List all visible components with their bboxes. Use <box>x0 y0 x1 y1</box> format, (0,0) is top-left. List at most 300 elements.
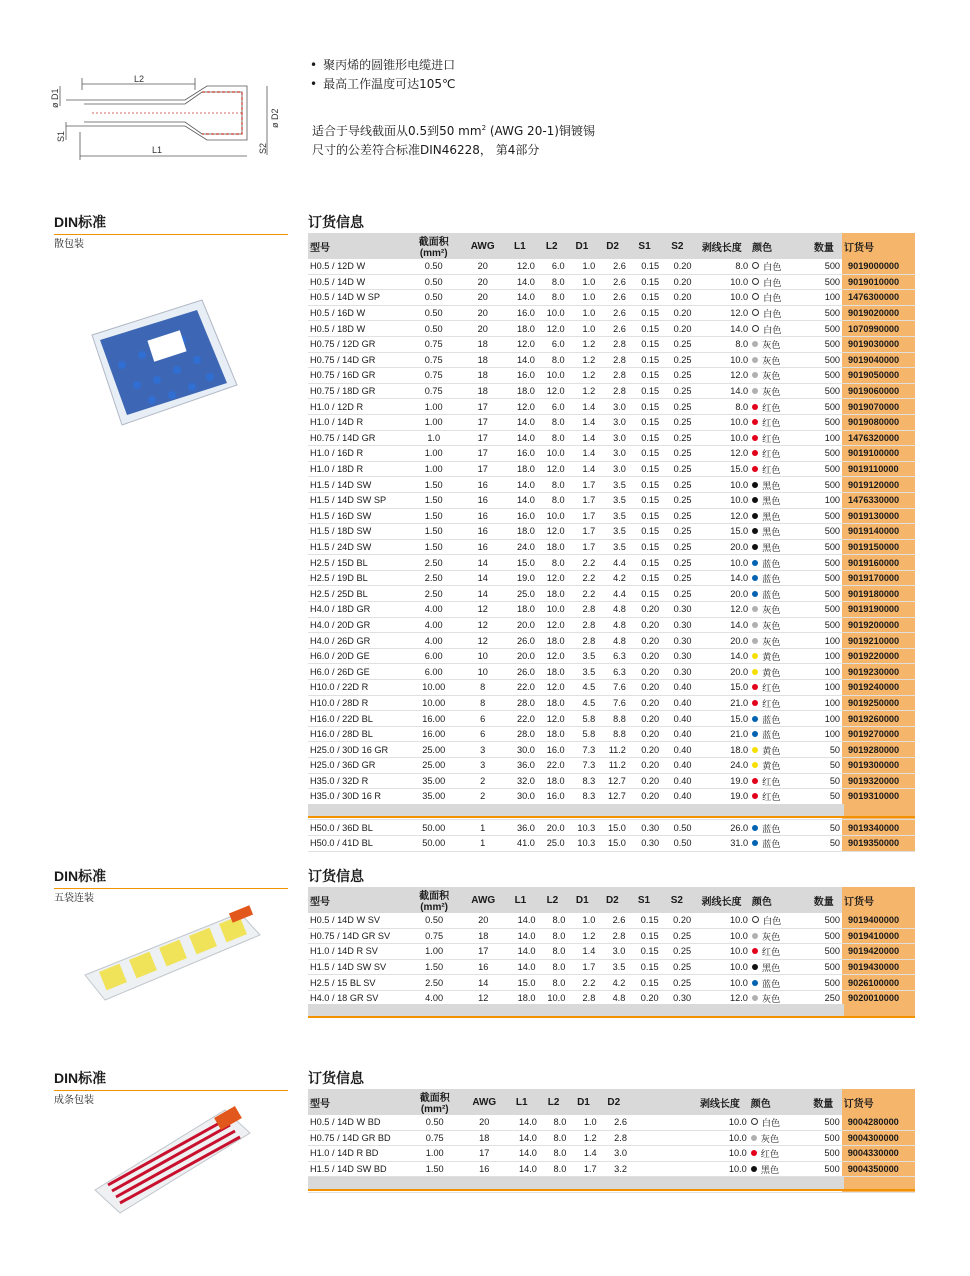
column-header: AWG <box>464 1089 504 1115</box>
order-number: 9019210000 <box>842 633 915 649</box>
cell: 19.0 <box>503 570 537 586</box>
cell: 2.2 <box>567 975 597 991</box>
cell: 1 <box>463 820 503 836</box>
model-name: H10.0 / 22D R <box>308 680 405 696</box>
cell: 0.15 <box>628 492 661 508</box>
cell: 6 <box>463 726 503 742</box>
order-number: 9019190000 <box>842 602 915 618</box>
cell: 50 <box>806 758 842 774</box>
cell: 0.15 <box>628 414 661 430</box>
cell: 20 <box>464 1115 504 1130</box>
column-header: 型号 <box>308 1089 405 1115</box>
cell <box>629 1115 661 1130</box>
cell: 18.0 <box>503 321 537 337</box>
cell: 3.0 <box>597 430 628 446</box>
cell: 12.7 <box>597 773 628 789</box>
table-row <box>308 789 915 805</box>
column-header: S1 <box>628 233 661 259</box>
cell: 22.0 <box>503 711 537 727</box>
order-table-bulk <box>308 233 915 852</box>
cell: 0.15 <box>628 399 661 415</box>
table-row <box>308 695 915 711</box>
cell: 31.0 <box>694 835 751 851</box>
cell: 4.5 <box>567 680 598 696</box>
cell: 12.0 <box>503 399 537 415</box>
cell: 10.0 <box>693 913 750 928</box>
order-number: 9019110000 <box>842 461 915 477</box>
cell: 25.0 <box>537 835 567 851</box>
color-label: 灰色 <box>762 605 781 616</box>
cell: 8.0 <box>537 555 567 571</box>
table-row <box>308 742 915 758</box>
color-cell <box>750 414 806 430</box>
cell: 0.15 <box>628 430 661 446</box>
cell: 6.0 <box>537 259 567 274</box>
model-name: H4.0 / 26D GR <box>308 633 405 649</box>
cell: 12.0 <box>694 446 751 462</box>
cell: 1.00 <box>405 414 463 430</box>
cell: 500 <box>806 586 842 602</box>
grey-color-dot-icon <box>752 933 758 939</box>
cell: 0.30 <box>628 835 661 851</box>
cell: 7.6 <box>597 695 628 711</box>
white-color-dot-icon <box>752 325 759 332</box>
red-color-dot-icon <box>752 948 758 954</box>
cell: 500 <box>806 368 842 384</box>
order-number: 9004330000 <box>842 1146 915 1162</box>
cell: 10.00 <box>405 680 463 696</box>
grey-color-dot-icon <box>752 357 758 363</box>
cell: 1.00 <box>405 461 463 477</box>
order-number: 9019400000 <box>842 913 915 928</box>
cell: 0.20 <box>627 990 660 1006</box>
cell: 0.25 <box>661 524 693 540</box>
cell: 0.20 <box>628 758 661 774</box>
red-color-dot-icon <box>752 404 758 410</box>
cell: 0.50 <box>405 259 463 274</box>
cell: 1.50 <box>405 1161 464 1177</box>
cell: 15.0 <box>694 711 751 727</box>
model-name: H0.5 / 14D W SP <box>308 290 405 306</box>
cell: 2.8 <box>597 928 627 944</box>
color-cell <box>750 383 806 399</box>
cell: 8.3 <box>567 773 598 789</box>
model-name: H1.5 / 18D SW <box>308 524 405 540</box>
model-name: H1.5 / 14D SW SP <box>308 492 405 508</box>
cell: 0.30 <box>661 617 693 633</box>
cell: 1.7 <box>567 492 598 508</box>
cell: 18.0 <box>537 664 567 680</box>
cell: 0.30 <box>661 990 693 1006</box>
cell: 14 <box>463 555 503 571</box>
cell: 12 <box>463 617 503 633</box>
cell: 20.0 <box>694 586 751 602</box>
cell: 1.4 <box>567 414 598 430</box>
cell: 500 <box>806 555 842 571</box>
cell: 2.6 <box>597 274 628 290</box>
model-name: H1.5 / 16D SW <box>308 508 405 524</box>
blue-color-dot-icon <box>752 560 758 566</box>
cell: 1.2 <box>567 336 598 352</box>
cell: 8.0 <box>539 1115 568 1130</box>
cell: 0.20 <box>628 602 661 618</box>
cell: 0.40 <box>661 695 693 711</box>
column-header: 数量 <box>805 1089 842 1115</box>
cell: 8.0 <box>539 1130 568 1146</box>
red-color-dot-icon <box>752 466 758 472</box>
model-name: H50.0 / 41D BL <box>308 835 405 851</box>
column-header: S2 <box>661 233 693 259</box>
color-label: 灰色 <box>762 636 781 647</box>
cell: 100 <box>806 695 842 711</box>
cell: 18 <box>463 383 503 399</box>
model-name: H2.5 / 15D BL <box>308 555 405 571</box>
white-color-dot-icon <box>752 262 759 269</box>
model-name: H1.0 / 14D R SV <box>308 944 405 960</box>
cell: 10.0 <box>694 477 751 493</box>
color-cell <box>750 446 806 462</box>
cell: 1.7 <box>568 1161 598 1177</box>
cell: 100 <box>806 633 842 649</box>
cell: 20 <box>463 913 503 928</box>
order-number: 9019060000 <box>842 383 915 399</box>
cell: 32.0 <box>503 773 537 789</box>
cell: 24.0 <box>503 539 537 555</box>
color-label: 灰色 <box>762 387 781 398</box>
cell: 10.0 <box>694 290 751 306</box>
cell: 10.0 <box>537 305 567 321</box>
cell: 4.00 <box>405 990 463 1006</box>
color-cell <box>750 492 806 508</box>
cell: 500 <box>806 414 842 430</box>
color-cell <box>750 368 806 384</box>
cell: 10.0 <box>691 1115 749 1130</box>
cell: 1.2 <box>567 368 598 384</box>
cell: 8.0 <box>538 959 568 975</box>
label-l1: L1 <box>152 145 163 155</box>
model-name: H1.0 / 12D R <box>308 399 405 415</box>
cell: 8.0 <box>537 492 567 508</box>
color-label: 红色 <box>762 698 781 709</box>
cell: 14.0 <box>503 928 537 944</box>
cell: 8.0 <box>539 1161 568 1177</box>
cell: 3.0 <box>597 414 628 430</box>
order-number: 9019100000 <box>842 446 915 462</box>
order-number: 9019010000 <box>842 274 915 290</box>
cell: 0.15 <box>627 975 660 991</box>
cell: 0.20 <box>628 664 661 680</box>
column-header: 剥线长度 <box>693 887 750 913</box>
model-name: H4.0 / 20D GR <box>308 617 405 633</box>
color-cell <box>750 711 806 727</box>
cell: 3.5 <box>597 539 628 555</box>
table-row <box>308 383 915 399</box>
color-label: 红色 <box>762 683 781 694</box>
cell: 1.50 <box>405 959 463 975</box>
cell: 0.20 <box>628 680 661 696</box>
cell: 0.15 <box>628 461 661 477</box>
color-label: 黑色 <box>762 480 781 491</box>
spec-line-1-a: 适合于导线截面从0.5到50 mm <box>312 124 482 138</box>
ferrule-dimension-drawing <box>52 70 292 165</box>
cell: 14.0 <box>503 492 537 508</box>
color-cell <box>750 508 806 524</box>
order-number: 1476300000 <box>842 290 915 306</box>
cell: 0.15 <box>628 586 661 602</box>
cell: 500 <box>806 570 842 586</box>
cell: 0.25 <box>661 570 693 586</box>
cell: 36.0 <box>503 820 537 836</box>
cell: 26.0 <box>503 664 537 680</box>
color-label: 白色 <box>763 324 782 335</box>
std-title: DIN标准 <box>54 1070 107 1086</box>
cell: 500 <box>806 539 842 555</box>
cell: 2.8 <box>599 1130 629 1146</box>
cell: 500 <box>805 1130 842 1146</box>
color-label: 红色 <box>761 947 781 958</box>
cell: 3.5 <box>597 524 628 540</box>
cell: 14.0 <box>503 944 537 960</box>
cell: 20.0 <box>537 820 567 836</box>
table-row <box>308 368 915 384</box>
cell: 21.0 <box>694 726 751 742</box>
color-label: 红色 <box>762 776 781 787</box>
order-number: 9019180000 <box>842 586 915 602</box>
color-cell <box>750 959 806 975</box>
yellow-color-dot-icon <box>752 762 758 768</box>
red-color-dot-icon <box>752 778 758 784</box>
cell: 1.0 <box>567 274 598 290</box>
cell: 0.20 <box>661 913 693 928</box>
cell: 18.0 <box>503 602 537 618</box>
order-number: 9019120000 <box>842 477 915 493</box>
column-header: 颜色 <box>750 887 806 913</box>
color-label: 黑色 <box>762 511 781 522</box>
cell: 0.15 <box>628 274 661 290</box>
feature-list <box>310 56 455 94</box>
cell: 2.8 <box>597 368 628 384</box>
cell: 500 <box>806 913 842 928</box>
label-s2: S2 <box>258 142 268 154</box>
column-header: D2 <box>597 887 627 913</box>
cell: 4.5 <box>567 695 598 711</box>
cell: 12.0 <box>537 383 567 399</box>
cell: 2.6 <box>597 305 628 321</box>
order-number: 9019050000 <box>842 368 915 384</box>
cell: 18 <box>463 368 503 384</box>
cell <box>629 1146 661 1162</box>
cell: 5.8 <box>567 711 598 727</box>
column-header: L2 <box>538 887 568 913</box>
table-footer <box>308 1177 915 1191</box>
color-cell <box>750 539 806 555</box>
color-cell <box>750 602 806 618</box>
table-row <box>308 944 915 960</box>
cell: 2.50 <box>405 555 463 571</box>
cell: 0.50 <box>661 835 693 851</box>
cell: 20.0 <box>503 648 537 664</box>
cell: 0.50 <box>405 290 463 306</box>
cell: 0.20 <box>661 274 693 290</box>
table-row <box>308 492 915 508</box>
cell: 8.0 <box>537 352 567 368</box>
cell: 50.00 <box>405 820 463 836</box>
cell: 18.0 <box>537 726 567 742</box>
cell: 10.0 <box>694 352 751 368</box>
cell: 22.0 <box>503 680 537 696</box>
cell: 6.0 <box>537 336 567 352</box>
color-cell <box>750 773 806 789</box>
cell: 21.0 <box>694 695 751 711</box>
cell: 35.00 <box>405 789 463 805</box>
cell: 14 <box>463 570 503 586</box>
order-number: 9019140000 <box>842 524 915 540</box>
table-footer <box>308 1004 915 1018</box>
cell: 1.2 <box>568 1130 598 1146</box>
grey-color-dot-icon <box>752 622 758 628</box>
cell: 28.0 <box>503 726 537 742</box>
cell: 0.40 <box>661 711 693 727</box>
grey-color-dot-icon <box>752 341 758 347</box>
cell: 10.0 <box>694 555 751 571</box>
cell: 0.25 <box>661 586 693 602</box>
cell: 500 <box>806 524 842 540</box>
model-name: H0.75 / 14D GR BD <box>308 1130 405 1146</box>
cell: 14.0 <box>503 290 537 306</box>
cell: 0.50 <box>405 913 463 928</box>
cell: 6.00 <box>405 664 463 680</box>
feature-item: • 聚丙烯的圆锥形电缆进口 <box>310 56 455 75</box>
cell: 1.7 <box>567 524 598 540</box>
order-number: 9019350000 <box>842 835 915 851</box>
cell: 17 <box>463 430 503 446</box>
cell: 8.0 <box>537 414 567 430</box>
color-label: 白色 <box>761 1118 781 1129</box>
cell: 500 <box>805 1161 842 1177</box>
cell: 0.25 <box>661 414 693 430</box>
cell: 500 <box>806 305 842 321</box>
cell: 14.0 <box>694 321 751 337</box>
color-cell <box>750 820 806 836</box>
cell: 12.0 <box>537 711 567 727</box>
cell: 0.75 <box>405 336 463 352</box>
cell: 1.7 <box>567 539 598 555</box>
cell: 20.0 <box>694 664 751 680</box>
cell: 0.25 <box>661 430 693 446</box>
cell: 0.15 <box>628 259 661 274</box>
cell: 500 <box>806 352 842 368</box>
cell: 25.0 <box>503 586 537 602</box>
color-label: 灰色 <box>762 355 781 366</box>
color-label: 黄色 <box>762 652 781 663</box>
yellow-color-dot-icon <box>752 653 758 659</box>
model-name: H0.75 / 16D GR <box>308 368 405 384</box>
cell: 16.0 <box>537 789 567 805</box>
order-number: 9004300000 <box>842 1130 915 1146</box>
cell <box>661 1161 692 1177</box>
cell: 0.75 <box>405 368 463 384</box>
cell: 17 <box>463 399 503 415</box>
cell: 2.50 <box>405 975 463 991</box>
cell: 30.0 <box>503 742 537 758</box>
column-header: 剥线长度 <box>694 233 751 259</box>
cell: 0.20 <box>628 726 661 742</box>
cell: 4.8 <box>597 633 628 649</box>
model-name: H25.0 / 30D 16 GR <box>308 742 405 758</box>
cell: 0.15 <box>628 477 661 493</box>
cell: 2.6 <box>597 913 627 928</box>
red-color-dot-icon <box>752 435 758 441</box>
color-label: 红色 <box>762 418 781 429</box>
cell: 0.15 <box>628 305 661 321</box>
table-row <box>308 726 915 742</box>
cell: 2.2 <box>567 555 598 571</box>
cell: 500 <box>806 446 842 462</box>
cell: 0.50 <box>405 305 463 321</box>
color-label: 灰色 <box>761 931 781 942</box>
cell: 6 <box>463 711 503 727</box>
cell: 8.0 <box>538 944 568 960</box>
cell: 0.40 <box>661 726 693 742</box>
cell: 1.2 <box>567 352 598 368</box>
cell: 1.50 <box>405 524 463 540</box>
color-label: 红色 <box>762 465 781 476</box>
cell: 0.25 <box>661 368 693 384</box>
cell: 15.0 <box>694 524 751 540</box>
spec-superscript: 2 <box>481 124 487 132</box>
table-row <box>308 508 915 524</box>
cell: 100 <box>806 492 842 508</box>
color-label: 蓝色 <box>762 714 781 725</box>
cell: 7.6 <box>597 680 628 696</box>
blue-color-dot-icon <box>752 980 758 986</box>
cell: 0.50 <box>405 1115 464 1130</box>
order-number: 9019080000 <box>842 414 915 430</box>
cell: 0.20 <box>661 259 693 274</box>
black-color-dot-icon <box>752 482 758 488</box>
cell: 18.0 <box>694 742 751 758</box>
cell: 14.0 <box>694 617 751 633</box>
cell: 5.8 <box>567 726 598 742</box>
cell: 17 <box>463 944 503 960</box>
cell: 0.30 <box>661 602 693 618</box>
order-number: 9020010000 <box>842 990 915 1006</box>
blue-color-dot-icon <box>752 575 758 581</box>
cell: 500 <box>806 259 842 274</box>
table-row <box>308 1146 915 1162</box>
table-row <box>308 305 915 321</box>
cell: 0.20 <box>628 617 661 633</box>
color-cell <box>750 742 806 758</box>
cell: 22.0 <box>537 758 567 774</box>
cell: 0.25 <box>661 461 693 477</box>
table-row <box>308 835 915 851</box>
cell: 0.15 <box>628 383 661 399</box>
table-row <box>308 290 915 306</box>
cell <box>629 1161 661 1177</box>
order-number: 9019130000 <box>842 508 915 524</box>
black-color-dot-icon <box>752 513 758 519</box>
cell: 10.3 <box>567 835 598 851</box>
cell: 16.00 <box>405 711 463 727</box>
cell: 500 <box>806 944 842 960</box>
model-name: H1.0 / 14D R BD <box>308 1146 405 1162</box>
color-label: 黑色 <box>762 542 781 553</box>
color-label: 蓝色 <box>762 839 781 850</box>
cell: 16.00 <box>405 726 463 742</box>
cell: 0.25 <box>661 383 693 399</box>
table-row <box>308 664 915 680</box>
